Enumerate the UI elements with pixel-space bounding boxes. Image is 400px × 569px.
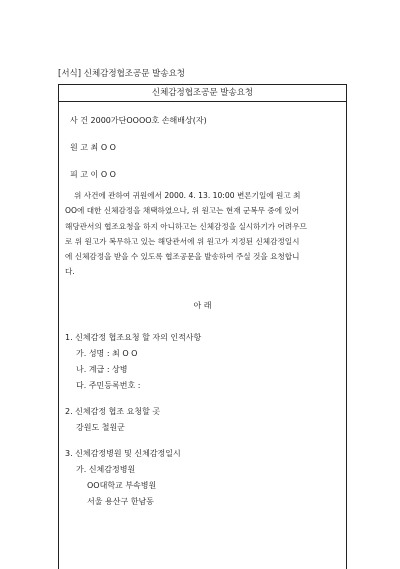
section1-item-id-number: 다. 주민등록번호 :	[76, 381, 141, 390]
body-line: 로 위 원고가 복무하고 있는 해당관서에 위 원고가 지정된 신체감정일시	[65, 236, 300, 246]
body-line: 다.	[65, 267, 75, 277]
plaintiff-line: 원 고 최 O O	[70, 143, 116, 152]
document-frame	[58, 84, 347, 569]
document-title: 신체감정협조공문 발송요청	[59, 85, 346, 102]
section3-address: 서울 용산구 한남동	[87, 497, 154, 506]
section2-title: 2. 신체감정 협조 요청할 곳	[65, 407, 161, 416]
body-line: 위 사건에 관하여 귀원에서 2000. 4. 13. 10:00 변론기일에 원고 최	[74, 191, 301, 200]
section3-title: 3. 신체감정병원 및 신체감정일시	[65, 449, 181, 458]
below-heading: 아 래	[193, 301, 212, 310]
section2-value: 강원도 철원군	[76, 423, 125, 432]
section1-item-name: 가. 성명 : 최 O O	[76, 349, 138, 358]
body-line: 에 신체감정을 받을 수 있도록 협조공문을 발송하여 주실 것을 요청합니	[65, 252, 300, 262]
defendant-line: 피 고 이 O O	[70, 170, 116, 179]
body-line: 해당관서의 협조요청을 하지 아니하고는 신체감정을 실시하기가 어려우므	[65, 221, 307, 231]
section1-title: 1. 신체감정 협조요청 할 자의 인적사항	[65, 333, 202, 342]
section1-item-rank: 나. 계급 : 상병	[76, 365, 128, 374]
body-line: OO에 대한 신체감정을 채택하였으나, 위 원고는 현재 군복무 중에 있어	[65, 206, 300, 216]
section3-hospital: OO대학교 부속병원	[87, 481, 157, 490]
request-body	[65, 188, 341, 280]
case-line: 사 건 2000가단OOOO호 손해배상(자)	[70, 116, 207, 125]
form-label: [서식] 신체감정협조공문 발송요청	[58, 69, 185, 79]
section3-item: 가. 신체감정병원	[76, 465, 136, 474]
